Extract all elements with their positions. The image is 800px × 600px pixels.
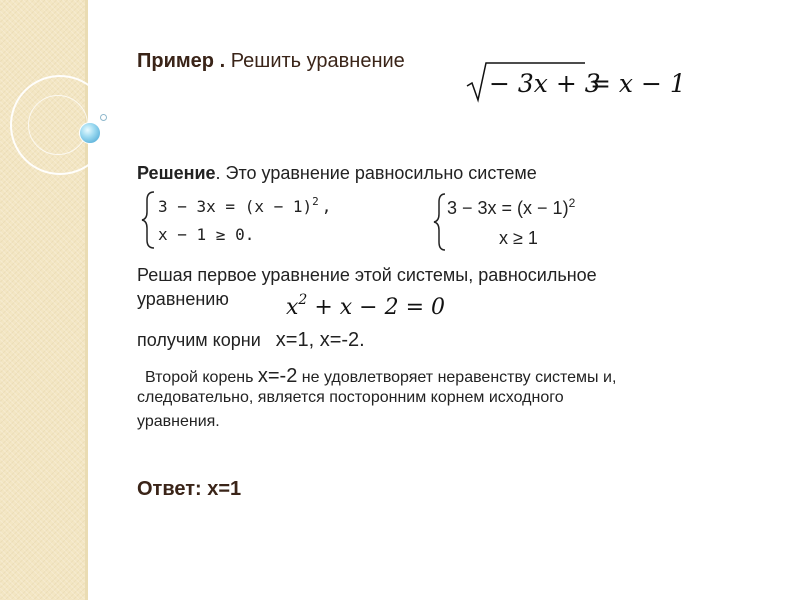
paragraph-root: x=-2	[257, 365, 298, 387]
system-left-eq2-end: .	[244, 225, 255, 244]
system-right-eq2: x ≥ 1	[499, 228, 538, 248]
system-left-eq1-end: ,	[321, 197, 332, 216]
system-left-eq1-exp: 2	[312, 195, 319, 208]
system-left-eq1: 3 − 3x = (x − 1)	[158, 197, 313, 216]
paragraph-rest: не удовлетворяет неравенству системы и,	[297, 369, 617, 386]
roots-values: x=1, x=-2.	[275, 329, 365, 351]
roots-line	[137, 329, 365, 352]
paragraph-line-3: уравнения.	[137, 413, 220, 430]
decorative-bubble-icon	[79, 122, 101, 144]
main-equation	[465, 58, 686, 103]
roots-text: получим корни	[137, 330, 261, 350]
slide-title	[137, 50, 405, 73]
quadratic-x: x	[286, 295, 299, 320]
paragraph-lead: Второй корень	[145, 369, 258, 386]
quadratic-equation	[282, 286, 462, 326]
svg-text:x2 + x − 2 = 0	[286, 292, 445, 320]
title-bold: Пример .	[137, 50, 226, 72]
main-equation-radicand: − 3x + 3	[489, 69, 601, 98]
solution-bold: Решение	[137, 163, 216, 183]
svg-text:3 − 3x = (x − 1)2	[447, 196, 576, 218]
quadratic-rest: + x − 2 = 0	[307, 295, 446, 320]
paragraph-line-1	[145, 365, 616, 388]
system-right	[433, 192, 633, 252]
decorative-bubble-small-icon	[100, 114, 107, 121]
solution-rest: . Это уравнение равносильно системе	[215, 163, 537, 183]
system-left-eq2: x − 1 ≥ 0	[158, 225, 245, 244]
quadratic-exp: 2	[298, 292, 308, 308]
title-rest: Решить уравнение	[225, 50, 405, 72]
answer: Ответ: x=1	[137, 478, 242, 500]
svg-text:x − 1 ≥ 0.	[158, 225, 254, 244]
svg-text:3 − 3x = (x − 1)2,	[158, 195, 331, 216]
system-right-eq1-exp: 2	[568, 196, 576, 210]
system-left	[140, 190, 400, 250]
text-line-1: Решая первое уравнение этой системы, равносильное	[137, 265, 597, 285]
solution-heading	[137, 163, 537, 184]
paragraph-line-2: следовательно, является посторонним корнем исходного	[137, 389, 564, 406]
decorative-ring-small	[28, 95, 88, 155]
text-line-2: уравнению	[137, 289, 229, 309]
main-equation-rhs: = x − 1	[590, 69, 686, 98]
system-right-eq1: 3 − 3x = (x − 1)	[447, 198, 569, 218]
